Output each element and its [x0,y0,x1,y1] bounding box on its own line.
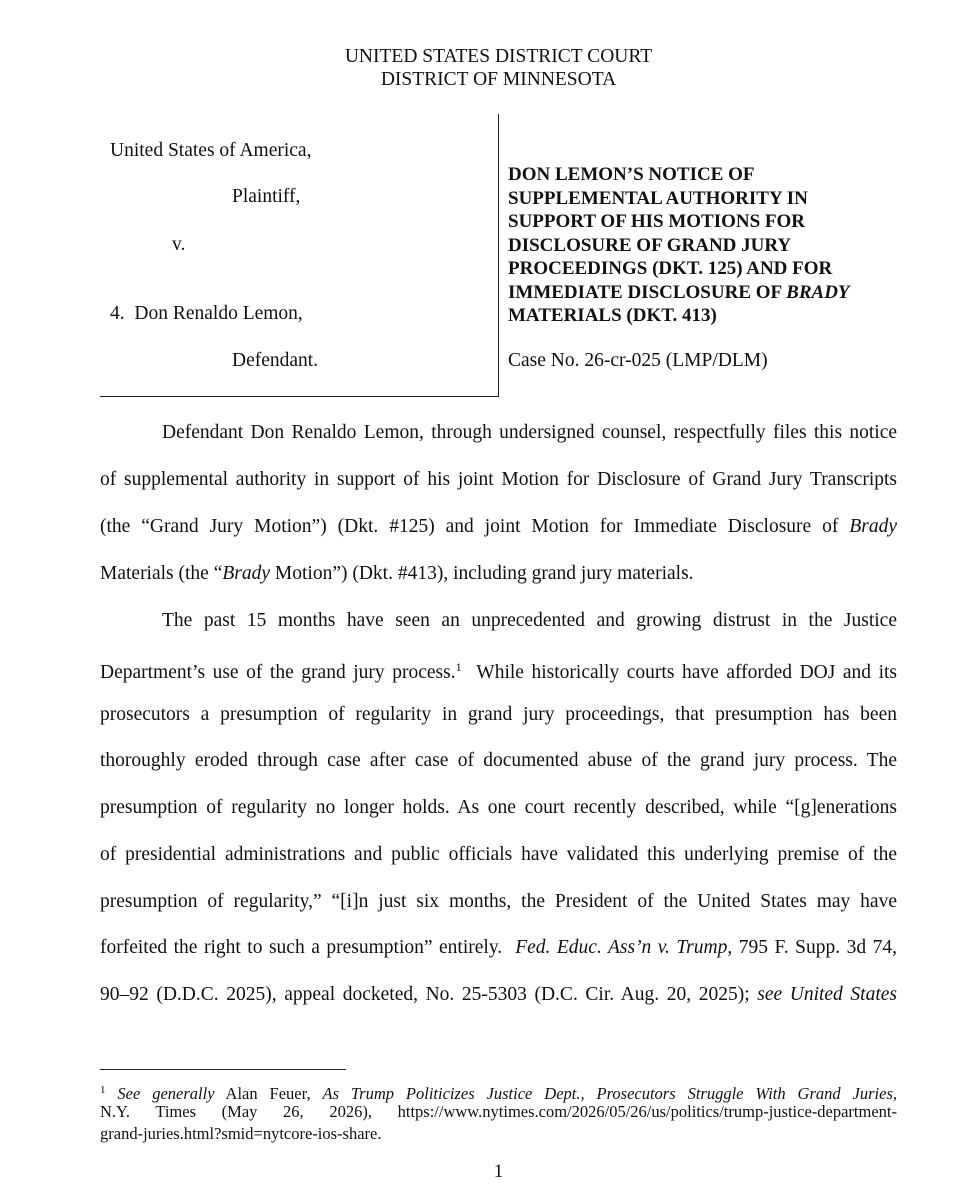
body-text: 90–92 (D.D.C. 2025), appeal docketed, No. 25-5303 (D.C. Cir. Aug. 20, 2025); [100,984,758,1005]
title-line: DISCLOSURE OF GRAND JURY [508,234,792,256]
title-brady: BRADY [786,281,850,303]
title-text: IMMEDIATE DISCLOSURE OF [508,281,787,303]
body-text: Motion”) (Dkt. #413), including grand jury materials. [270,563,694,584]
body-line: thoroughly eroded through case after case of documented abuse of the grand jury process. The [100,750,897,771]
footnote-text: Alan Feuer, [214,1084,323,1103]
case-citation-italic: Fed. Educ. Ass’n v. Trump [515,937,728,958]
body-line [100,655,897,685]
footnote-marker: 1 [100,1084,106,1096]
body-line [100,515,897,539]
body-line: Defendant Don Renaldo Lemon, through undersigned counsel, respectfully files this notice [162,422,897,443]
page-number: 1 [493,1161,504,1182]
body-line [100,936,897,960]
brady-italic: Brady [222,563,271,584]
footnote-reference[interactable]: 1 [455,660,462,674]
plaintiff-role: Plaintiff, [232,186,301,207]
footnote-article-title: As Trump Politicizes Justice Dept., Prosecutors Struggle With Grand Juries [322,1084,893,1103]
body-line [100,562,897,586]
body-text: While historically courts have afforded DOJ and its [461,662,897,683]
body-text: forfeited the right to such a presumption” entirely. [100,937,516,958]
citation-signal-italic: see United States [757,984,897,1005]
footnote-signal-italic: See generally [117,1084,215,1103]
footnote-separator [100,1069,346,1070]
case-number: Case No. 26-cr-025 (LMP/DLM) [508,350,768,371]
brady-italic: Brady [849,516,897,537]
versus: v. [172,234,186,255]
body-line: of supplemental authority in support of his joint Motion for Disclosure of Grand Jury Transcripts [100,469,897,490]
title-line: DON LEMON’S NOTICE OF [508,164,755,185]
footnote-line[interactable]: N.Y. Times (May 26, 2026), https://www.nytimes.com/2026/05/26/us/politics/trump-justice-department- [100,1102,897,1121]
title-line: SUPPORT OF HIS MOTIONS FOR [508,211,806,232]
defendant-name: 4. Don Renaldo Lemon, [110,303,303,324]
footnote-text: , [892,1084,898,1103]
document-title [508,163,908,328]
body-line: presumption of regularity no longer holds. As one court recently described, while “[g]enerations [100,797,897,818]
title-line: MATERIALS (DKT. 413) [508,305,717,326]
body-line [100,983,897,1007]
title-line [508,281,908,305]
court-district: DISTRICT OF MINNESOTA [380,69,617,90]
title-line: PROCEEDINGS (DKT. 125) AND FOR [508,258,833,279]
footnote-line[interactable]: grand-juries.html?smid=nytcore-ios-share. [100,1124,382,1143]
caption-horizontal-divider [100,396,499,397]
body-line: of presidential administrations and public officials have validated this underlying premise of the [100,844,897,865]
defendant-role: Defendant. [232,350,319,371]
caption-vertical-divider [498,114,499,397]
body-text: (the “Grand Jury Motion”) (Dkt. #125) and joint Motion for Immediate Disclosure of [100,516,850,537]
body-text: Department’s use of the grand jury process. [100,662,456,683]
title-line: SUPPLEMENTAL AUTHORITY IN [508,187,808,209]
court-name: UNITED STATES DISTRICT COURT [344,46,653,67]
body-line: prosecutors a presumption of regularity in grand jury proceedings, that presumption has been [100,704,897,725]
body-line: presumption of regularity,” “[i]n just six months, the President of the United States may have [100,891,897,912]
plaintiff-name: United States of America, [110,140,312,161]
body-line: The past 15 months have seen an unprecedented and growing distrust in the Justice [162,610,897,631]
body-text: , 795 F. Supp. 3d 74, [727,937,897,958]
body-text: Materials (the “ [100,563,223,584]
